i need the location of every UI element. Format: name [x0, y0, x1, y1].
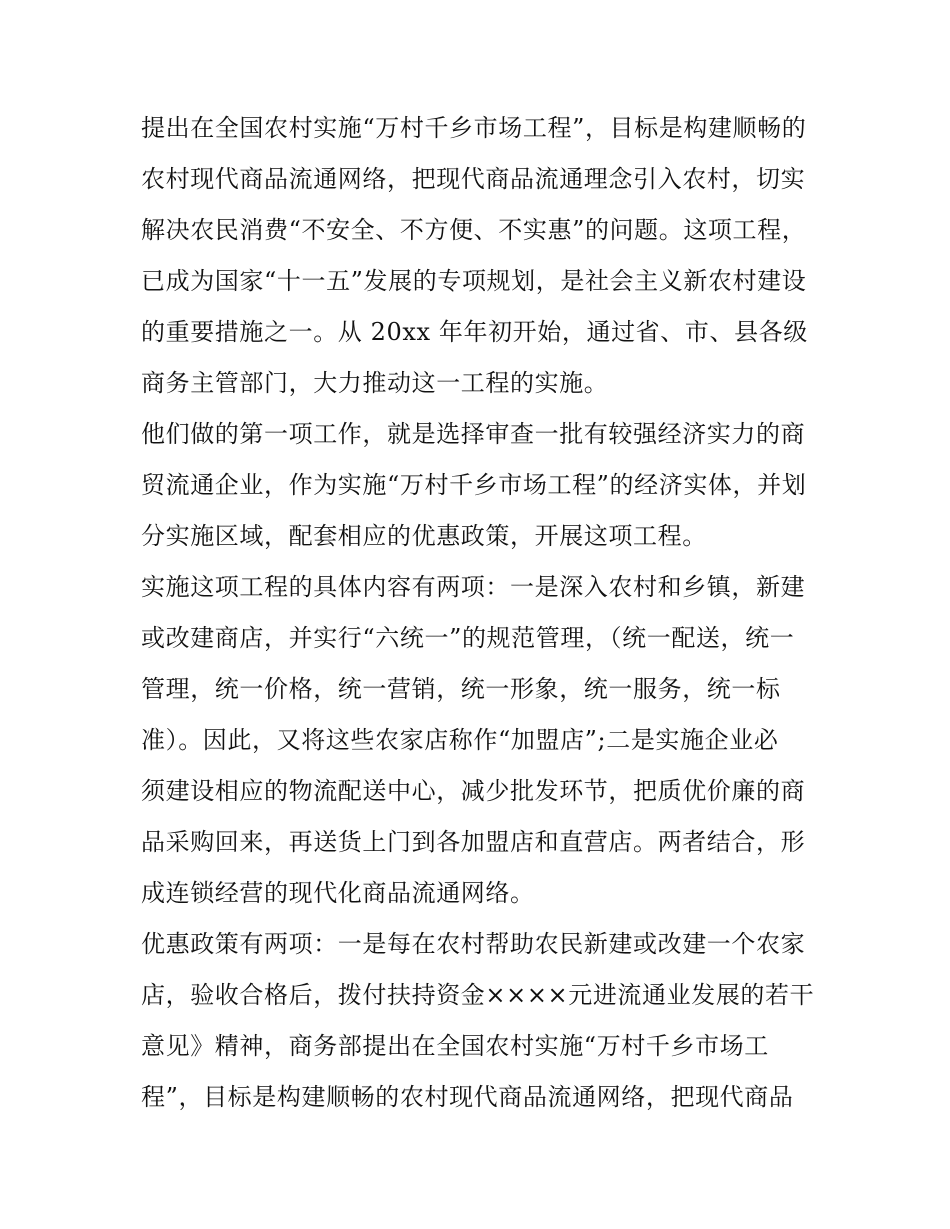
text-line: 须建设相应的物流配送中心，减少批发环节，把质优价廉的商 [141, 777, 806, 805]
text-line: 分实施区域，配套相应的优惠政策，开展这项工程。 [141, 522, 707, 550]
text-line: 他们做的第一项工作，就是选择审查一批有较强经济实力的商 [141, 420, 806, 448]
text-line: 农村现代商品流通网络，把现代商品流通理念引入农村，切实 [141, 165, 806, 193]
text-line: 管理，统一价格，统一营销，统一形象，统一服务，统一标 [141, 675, 781, 703]
text-line: 的重要措施之一。从 20xx 年年初开始，通过省、市、县各级 [141, 318, 808, 346]
text-line: 已成为国家“十一五”发展的专项规划，是社会主义新农村建设 [141, 267, 807, 295]
text-line: 商务主管部门，大力推动这一工程的实施。 [141, 369, 609, 397]
document-body [141, 103, 821, 1123]
text-line: 实施这项工程的具体内容有两项：一是深入农村和乡镇，新建 [141, 573, 806, 601]
text-line: 成连锁经营的现代化商品流通网络。 [141, 879, 535, 907]
text-line: 提出在全国农村实施“万村千乡市场工程”，目标是构建顺畅的 [141, 114, 807, 142]
text-line: 贸流通企业，作为实施“万村千乡市场工程”的经济实体，并划 [141, 471, 807, 499]
text-line: 品采购回来，再送货上门到各加盟店和直营店。两者结合，形 [141, 828, 806, 856]
text-line: 优惠政策有两项：一是每在农村帮助农民新建或改建一个农家 [141, 930, 806, 958]
text-line: 或改建商店，并实行“六统一”的规范管理，（统一配送，统一 [141, 624, 795, 652]
text-line: 程”，目标是构建顺畅的农村现代商品流通网络，把现代商品 [141, 1083, 794, 1111]
text-line: 解决农民消费“不安全、不方便、不实惠”的问题。这项工程， [141, 216, 807, 244]
text-line: 准）。因此，又将这些农家店称作“加盟店”;二是实施企业必 [141, 726, 779, 754]
text-line: 店，验收合格后，拨付扶持资金××××元进流通业发展的若干 [141, 981, 815, 1009]
text-line: 意见》精神，商务部提出在全国农村实施“万村千乡市场工 [141, 1032, 769, 1060]
